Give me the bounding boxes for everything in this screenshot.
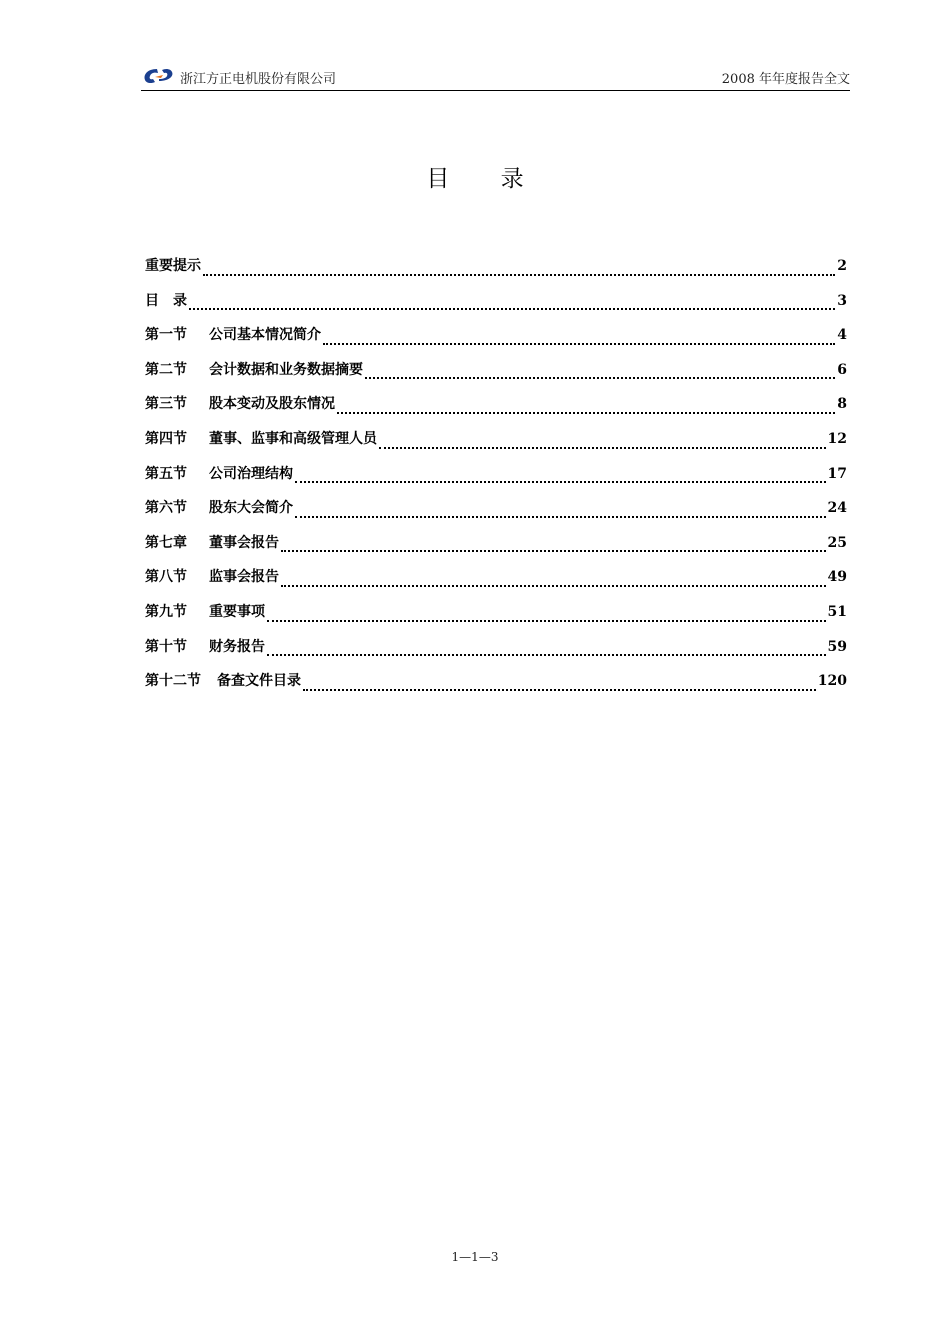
toc-entry-page: 8 <box>837 396 847 413</box>
toc-entry[interactable] <box>145 359 847 394</box>
toc-entry-page: 24 <box>827 500 847 517</box>
toc-entry-title: 备查文件目录 <box>217 673 301 690</box>
toc-entry-title: 股东大会简介 <box>209 500 293 517</box>
toc-entry-title: 股本变动及股东情况 <box>209 396 335 413</box>
toc-entry-page: 120 <box>817 673 847 690</box>
toc-leader-dots <box>337 411 835 414</box>
toc-entry-title: 会计数据和业务数据摘要 <box>209 361 363 378</box>
toc-entry-page: 51 <box>827 603 847 620</box>
toc-leader-dots <box>203 273 835 276</box>
toc-entry[interactable] <box>145 532 847 567</box>
toc-entry[interactable] <box>145 497 847 532</box>
toc-entry-number: 第一节 <box>145 327 187 344</box>
toc-entry-title: 公司治理结构 <box>209 465 293 482</box>
company-name: 浙江方正电机股份有限公司 <box>180 72 337 87</box>
toc-leader-dots <box>189 307 835 310</box>
toc-entry-title: 重要提示 <box>145 258 201 274</box>
toc-entry-title: 董事、监事和高级管理人员 <box>209 430 377 447</box>
toc-entry-page: 3 <box>837 292 847 309</box>
toc-entry-number: 第十节 <box>145 638 187 655</box>
toc-entry-page: 4 <box>837 327 847 344</box>
toc-entry[interactable] <box>145 428 847 463</box>
toc-entry[interactable] <box>145 324 847 359</box>
toc-entry[interactable] <box>145 636 847 671</box>
toc-leader-dots <box>379 446 826 449</box>
toc-heading: 目 录 <box>426 166 546 192</box>
toc-entry-title: 监事会报告 <box>209 569 279 586</box>
page-number: 1—1—3 <box>451 1250 499 1264</box>
toc-entry-number: 第五节 <box>145 465 187 482</box>
toc-entry-title: 目 录 <box>145 292 187 309</box>
toc-entry-page: 12 <box>827 430 847 447</box>
toc-entry-number: 第八节 <box>145 569 187 586</box>
toc-entry[interactable] <box>145 290 847 325</box>
toc-entry[interactable] <box>145 566 847 601</box>
toc-entry[interactable] <box>145 393 847 428</box>
toc-leader-dots <box>323 342 835 345</box>
toc-entry-page: 59 <box>827 638 847 655</box>
toc-entry-page: 17 <box>827 465 847 482</box>
toc-entry-number: 第七章 <box>145 534 187 551</box>
toc-leader-dots <box>303 688 816 691</box>
toc-leader-dots <box>267 619 826 622</box>
toc-entry[interactable] <box>145 463 847 498</box>
toc-entry-title: 公司基本情况简介 <box>209 327 321 344</box>
toc-entry-number: 第三节 <box>145 396 187 413</box>
toc-leader-dots <box>295 515 826 518</box>
toc-leader-dots <box>267 653 826 656</box>
toc-entry-number: 第二节 <box>145 361 187 378</box>
company-logo-icon <box>141 66 177 86</box>
toc-leader-dots <box>365 376 835 379</box>
toc-leader-dots <box>281 549 826 552</box>
toc-entry[interactable] <box>145 601 847 636</box>
toc-leader-dots <box>295 480 826 483</box>
toc-entry-number: 第四节 <box>145 430 187 447</box>
table-of-contents <box>145 255 847 705</box>
report-title: 2008 年年度报告全文 <box>721 72 850 87</box>
toc-entry[interactable] <box>145 670 847 705</box>
toc-entry-title: 董事会报告 <box>209 534 279 551</box>
toc-entry-page: 25 <box>827 534 847 551</box>
toc-entry-title: 重要事项 <box>209 603 265 620</box>
toc-entry[interactable] <box>145 255 847 290</box>
toc-entry-number: 第十二节 <box>145 673 201 690</box>
toc-leader-dots <box>281 584 826 587</box>
toc-entry-title: 财务报告 <box>209 638 265 655</box>
toc-entry-page: 49 <box>827 569 847 586</box>
page-header <box>141 62 850 91</box>
toc-entry-page: 2 <box>837 258 847 274</box>
toc-entry-page: 6 <box>837 361 847 378</box>
toc-entry-number: 第六节 <box>145 500 187 517</box>
toc-entry-number: 第九节 <box>145 603 187 620</box>
